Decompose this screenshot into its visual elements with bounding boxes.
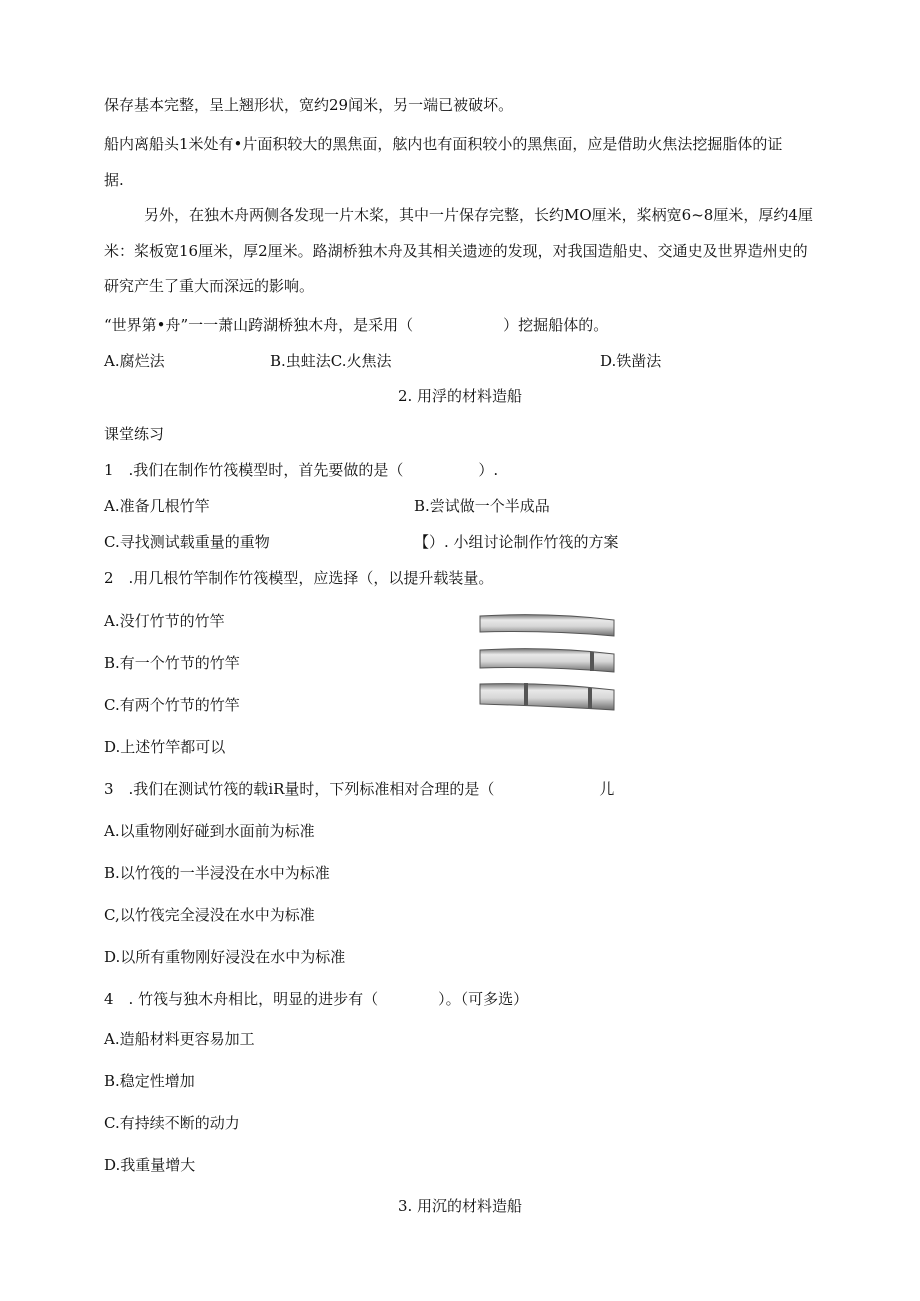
question-3-option-d: D.以所有重物刚好浸没在水中为标准 bbox=[104, 948, 346, 966]
passage-line-6: 研究产生了重大而深远的影响。 bbox=[104, 277, 315, 295]
question-2-option-a: A.没仃竹节的竹竿 bbox=[104, 612, 225, 630]
question-4-option-a: A.造船材料更容易加工 bbox=[104, 1030, 255, 1048]
section-title-2: 2. 用浮的材料造船 bbox=[397, 387, 523, 405]
question-2-option-b: B.有一个竹节的竹竿 bbox=[104, 654, 240, 672]
question-2-stem: 2 .用几根竹竿制作竹筏模型，应选择（，以提升载装量。 bbox=[104, 569, 494, 587]
question-2-option-d: D.上述竹竿都可以 bbox=[104, 738, 226, 756]
question-4-option-b: B.稳定性增加 bbox=[104, 1072, 195, 1090]
passage-line-4: 另外，在独木舟两侧各发现一片木桨，其中一片保存完整，长约MO厘米，桨柄宽6~8厘米，厚约4厘 bbox=[144, 206, 813, 224]
question-stem: “世界第•舟”一一萧山跨湖桥独木舟，是采用（ ）挖掘船体的。 bbox=[104, 316, 609, 334]
question-2-option-c: C.有两个竹节的竹竿 bbox=[104, 696, 240, 714]
section-subtitle: 课堂练习 bbox=[104, 425, 165, 443]
bamboo-poles-image bbox=[478, 612, 616, 716]
bamboo-pole-two-nodes bbox=[480, 683, 614, 710]
bamboo-pole-no-node bbox=[480, 615, 614, 636]
question-3-stem: 3 .我们在测试竹筏的载iR量时，下列标准相对合理的是（ 儿 bbox=[104, 780, 615, 798]
question-3-option-a: A.以重物刚好碰到水面前为标准 bbox=[104, 822, 315, 840]
option-a: A.腐烂法 bbox=[104, 352, 165, 370]
question-4-option-d: D.我重量增大 bbox=[104, 1156, 196, 1174]
passage-line-3: 据. bbox=[104, 171, 124, 189]
question-3-option-c: C,以竹筏完全浸没在水中为标准 bbox=[104, 906, 315, 924]
question-4-stem: 4 . 竹筏与独木舟相比，明显的进步有（ ）。（可多选） bbox=[104, 990, 529, 1008]
question-1-stem: 1 .我们在制作竹筏模型时，首先要做的是（ ）. bbox=[104, 461, 499, 479]
passage-line-1: 保存基本完整，呈上翘形状，宽约29闻米，另一端已被破坏。 bbox=[104, 96, 514, 114]
section-title-3: 3. 用沉的材料造船 bbox=[397, 1197, 523, 1215]
option-d: D.铁凿法 bbox=[600, 352, 662, 370]
question-1-option-d: 【）. 小组讨论制作竹筏的方案 bbox=[414, 533, 619, 551]
question-1-option-a: A.准备几根竹竿 bbox=[104, 497, 210, 515]
question-3-option-b: B.以竹筏的一半浸没在水中为标准 bbox=[104, 864, 330, 882]
bamboo-pole-one-node bbox=[480, 649, 614, 672]
question-4-option-c: C.有持续不断的动力 bbox=[104, 1114, 240, 1132]
passage-line-5: 米：桨板宽16厘米，厚2厘米。路湖桥独木舟及其相关遗迹的发现，对我国造船史、交通史及世界造州史的 bbox=[104, 242, 808, 260]
passage-line-2: 船内离船头1米处有•片面积较大的黑焦面，舷内也有面积较小的黑焦面，应是借助火焦法挖掘脂体的证 bbox=[104, 135, 783, 153]
question-1-option-b: B.尝试做一个半成品 bbox=[414, 497, 550, 515]
option-bc: B.虫蛀法C.火焦法 bbox=[270, 352, 392, 370]
question-1-option-c: C.寻找测试载重量的重物 bbox=[104, 533, 270, 551]
